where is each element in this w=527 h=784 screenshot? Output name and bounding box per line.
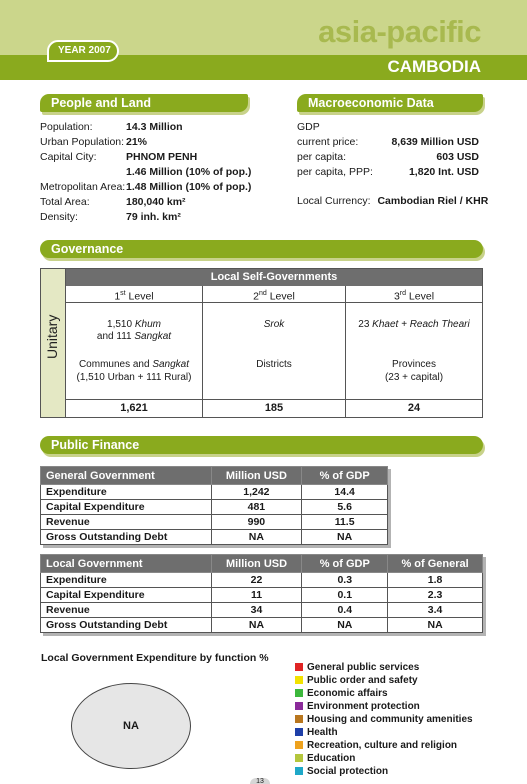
section-macroeconomic: Macroeconomic Data xyxy=(297,94,483,112)
people-land-label: Total Area: xyxy=(40,196,90,208)
people-land-value: 180,040 km² xyxy=(126,196,186,208)
people-land-row xyxy=(40,180,251,195)
expenditure-pie-placeholder: NA xyxy=(71,683,191,769)
macro-row xyxy=(297,165,483,180)
table-cell: Capital Expenditure xyxy=(41,588,212,603)
legend-swatch xyxy=(295,689,303,697)
legend-swatch xyxy=(295,715,303,723)
legend-item xyxy=(295,700,473,713)
people-land-label: Metropolitan Area: xyxy=(40,181,126,193)
governance-level-units xyxy=(203,319,345,331)
table-cell: 34 xyxy=(211,603,302,618)
expenditure-chart-title: Local Government Expenditure by function % xyxy=(41,652,269,664)
table-cell: 990 xyxy=(211,515,302,530)
local-government-column-header: % of General xyxy=(388,555,483,573)
governance-level-heading: 3rd Level xyxy=(346,286,482,303)
general-government-header-row xyxy=(41,467,388,485)
governance-level-description: Provinces (23 + capital) xyxy=(384,359,444,383)
currency-label: Local Currency: xyxy=(297,195,371,207)
governance-level-column xyxy=(346,286,482,417)
table-row xyxy=(41,515,388,530)
governance-level-description: Communes and Sangkat (1,510 Urban + 111 Rural) xyxy=(76,359,192,383)
table-cell: 0.3 xyxy=(302,573,388,588)
governance-level-column xyxy=(66,286,203,417)
people-land-row xyxy=(40,210,181,225)
governance-level-description: Districts xyxy=(256,359,292,370)
currency-value: Cambodian Riel / KHR xyxy=(377,195,489,207)
expenditure-legend xyxy=(295,661,473,778)
legend-item xyxy=(295,674,473,687)
people-land-row xyxy=(40,120,183,135)
macro-label: per capita: xyxy=(297,151,347,163)
legend-item xyxy=(295,713,473,726)
table-cell: 0.4 xyxy=(302,603,388,618)
people-land-label: Urban Population: xyxy=(40,136,125,148)
legend-swatch xyxy=(295,676,303,684)
legend-item xyxy=(295,661,473,674)
table-cell: Expenditure xyxy=(41,573,212,588)
governance-level-units: 23 Khaet + Reach Theari xyxy=(358,319,470,330)
governance-table xyxy=(40,268,483,418)
macro-value: 8,639 Million USD xyxy=(391,136,479,148)
country-title: CAMBODIA xyxy=(387,57,481,76)
legend-swatch xyxy=(295,702,303,710)
legend-label: General public services xyxy=(307,662,420,673)
governance-level-column xyxy=(203,286,346,417)
governance-unit-name: Sangkat xyxy=(152,359,190,370)
table-cell: Revenue xyxy=(41,603,212,618)
page-number: 13 xyxy=(250,778,270,784)
governance-level-heading: 2nd Level xyxy=(203,286,345,303)
table-cell: NA xyxy=(302,618,388,633)
macro-value: 1,820 Int. USD xyxy=(408,166,479,178)
legend-label: Recreation, culture and religion xyxy=(307,740,458,751)
legend-label: Education xyxy=(307,753,356,764)
table-row xyxy=(41,603,483,618)
governance-level-total: 24 xyxy=(346,399,482,417)
governance-header: Local Self-Governments xyxy=(66,269,482,286)
macro-label: per capita, PPP: xyxy=(297,166,373,178)
table-cell: NA xyxy=(211,618,302,633)
legend-swatch xyxy=(295,741,303,749)
local-government-table xyxy=(40,554,483,633)
people-land-value: 21% xyxy=(126,136,148,148)
macro-value: 603 USD xyxy=(436,151,479,163)
general-government-column-header: Million USD xyxy=(211,467,302,485)
section-public-finance: Public Finance xyxy=(40,436,483,454)
section-governance: Governance xyxy=(40,240,483,258)
table-cell: 14.4 xyxy=(302,485,388,500)
table-cell: NA xyxy=(302,530,388,545)
legend-label: Housing and community amenities xyxy=(307,714,473,725)
region-title: asia-pacific xyxy=(318,14,481,49)
legend-label: Environment protection xyxy=(307,701,420,712)
people-land-value: 14.3 Million xyxy=(126,121,183,133)
people-land-row xyxy=(40,195,186,210)
governance-level-heading: 1st Level xyxy=(66,286,202,303)
legend-swatch xyxy=(295,767,303,775)
governance-unit-name: Khum xyxy=(134,319,161,330)
legend-swatch xyxy=(295,663,303,671)
governance-type: Unitary xyxy=(44,314,60,359)
table-cell: NA xyxy=(211,530,302,545)
general-government-column-header: General Government xyxy=(41,467,212,485)
governance-unit-name: Khaet + Reach Theari xyxy=(372,319,470,330)
macro-row xyxy=(297,135,483,150)
legend-label: Social protection xyxy=(307,766,389,777)
legend-item xyxy=(295,687,473,700)
year-badge: YEAR 2007 xyxy=(47,40,119,62)
local-government-column-header: % of GDP xyxy=(302,555,388,573)
general-government-column-header: % of GDP xyxy=(302,467,388,485)
legend-swatch xyxy=(295,728,303,736)
table-row xyxy=(41,500,388,515)
table-cell: 11.5 xyxy=(302,515,388,530)
people-land-label: Population: xyxy=(40,121,93,133)
local-government-column-header: Million USD xyxy=(211,555,302,573)
people-land-value: 79 inh. km² xyxy=(126,211,181,223)
table-cell: 3.4 xyxy=(388,603,483,618)
table-cell: 11 xyxy=(211,588,302,603)
table-row xyxy=(41,618,483,633)
macro-row xyxy=(297,150,483,165)
macro-label: current price: xyxy=(297,136,359,148)
people-land-row xyxy=(40,150,197,165)
table-cell: NA xyxy=(388,618,483,633)
people-land-label: Density: xyxy=(40,211,78,223)
legend-label: Public order and safety xyxy=(307,675,418,686)
governance-level-total: 1,621 xyxy=(66,399,202,417)
table-cell: 481 xyxy=(211,500,302,515)
legend-swatch xyxy=(295,754,303,762)
table-row xyxy=(41,588,483,603)
people-land-value: 1.46 Million (10% of pop.) xyxy=(126,166,252,178)
governance-level-total: 185 xyxy=(203,399,345,417)
table-cell: Gross Outstanding Debt xyxy=(41,618,212,633)
governance-unit-name: Sangkat xyxy=(134,331,172,342)
people-land-row xyxy=(40,135,147,150)
table-cell: 2.3 xyxy=(388,588,483,603)
legend-label: Economic affairs xyxy=(307,688,388,699)
table-cell: Capital Expenditure xyxy=(41,500,212,515)
table-row xyxy=(41,573,483,588)
legend-label: Health xyxy=(307,727,338,738)
general-government-table xyxy=(40,466,388,545)
governance-type-cell xyxy=(41,269,66,417)
table-cell: Expenditure xyxy=(41,485,212,500)
section-people-land: People and Land xyxy=(40,94,248,112)
table-cell: 1.8 xyxy=(388,573,483,588)
people-land-value: PHNOM PENH xyxy=(126,151,198,163)
legend-item xyxy=(295,726,473,739)
table-cell: 22 xyxy=(211,573,302,588)
table-cell: Gross Outstanding Debt xyxy=(41,530,212,545)
table-cell: Revenue xyxy=(41,515,212,530)
table-cell: 0.1 xyxy=(302,588,388,603)
governance-unit-name: Srok xyxy=(263,319,285,330)
table-cell: 5.6 xyxy=(302,500,388,515)
legend-item xyxy=(295,739,473,752)
legend-item xyxy=(295,752,473,765)
gdp-label: GDP xyxy=(297,121,320,133)
table-cell: 1,242 xyxy=(211,485,302,500)
local-government-header-row xyxy=(41,555,483,573)
people-land-value: 1.48 Million (10% of pop.) xyxy=(126,181,252,193)
legend-item xyxy=(295,765,473,778)
people-land-label: Capital City: xyxy=(40,151,97,163)
currency-row xyxy=(297,194,488,209)
people-land-row xyxy=(40,165,251,180)
local-government-column-header: Local Government xyxy=(41,555,212,573)
table-row xyxy=(41,485,388,500)
table-row xyxy=(41,530,388,545)
governance-level-units: 1,510 Khum and 111 Sangkat xyxy=(96,319,172,342)
